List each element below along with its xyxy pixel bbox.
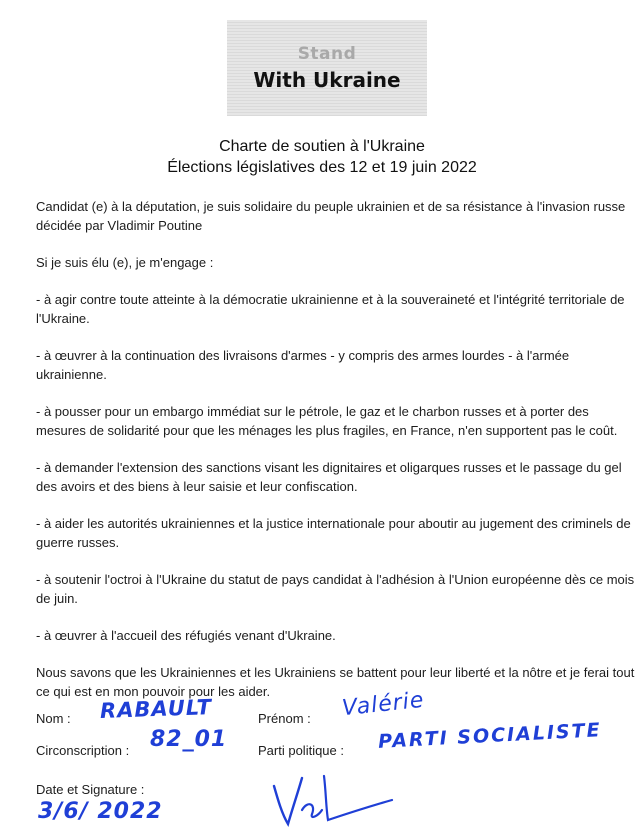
- closing-paragraph: Nous savons que les Ukrainiennes et les Ukrainiens se battent pour leur liberté et la nôtre et je ferai tout ce qui est en mon pouvoir pour les aider.: [36, 665, 635, 699]
- date-value: 3/6/ 2022: [38, 799, 163, 824]
- commitment-item: - à agir contre toute atteinte à la démocratie ukrainienne et à la souveraineté et l'intégrité territoriale de l'Ukraine.: [36, 292, 625, 326]
- commitment-intro: Si je suis élu (e), je m'engage :: [36, 255, 214, 270]
- commitment-item: - à aider les autorités ukrainiennes et la justice internationale pour aboutir au jugement des criminels de guerre russes.: [36, 516, 631, 550]
- parti-label: Parti politique :: [258, 743, 344, 758]
- circonscription-label: Circonscription :: [36, 743, 130, 758]
- prenom-value: Valérie: [340, 687, 426, 722]
- commitment-item: - à soutenir l'octroi à l'Ukraine du statut de pays candidat à l'adhésion à l'Union européenne dès ce mois de juin.: [36, 572, 635, 606]
- commitment-item: - à œuvrer à l'accueil des réfugiés venant d'Ukraine.: [36, 628, 336, 643]
- circonscription-value: 82_01: [150, 727, 228, 752]
- nom-label: Nom :: [36, 711, 71, 726]
- nom-value: RABAULT: [99, 695, 213, 723]
- date-signature-label: Date et Signature :: [36, 782, 145, 797]
- commitment-item: - à demander l'extension des sanctions visant les dignitaires et oligarques russes et le passage du gel des avoirs et des biens à leur saisie et leur confiscation.: [36, 460, 622, 494]
- commitment-item: - à œuvrer à la continuation des livraisons d'armes - y compris des armes lourdes - à l'armée ukrainienne.: [36, 348, 570, 382]
- logo-line-with-ukraine: With Ukraine: [253, 68, 401, 92]
- title-line-2: Élections législatives des 12 et 19 juin 2022: [167, 159, 477, 176]
- stand-with-ukraine-logo: [227, 20, 427, 116]
- handwritten-signature: [268, 770, 398, 830]
- parti-value: PARTI SOCIALISTE: [377, 719, 603, 753]
- charter-body: [36, 197, 636, 722]
- logo-line-stand: Stand: [297, 44, 357, 64]
- prenom-label: Prénom :: [258, 711, 311, 726]
- commitment-item: - à pousser pour un embargo immédiat sur le pétrole, le gaz et le charbon russes et à porter des mesures de solidarité pour que les ménages les plus fragiles, en France, n'en supportent pas le coût.: [36, 404, 618, 438]
- title-line-1: Charte de soutien à l'Ukraine: [219, 138, 425, 155]
- intro-paragraph: Candidat (e) à la députation, je suis solidaire du peuple ukrainien et de sa résistance à l'invasion russe décidée par Vladimir Poutine: [36, 199, 626, 233]
- document-title: [0, 136, 644, 178]
